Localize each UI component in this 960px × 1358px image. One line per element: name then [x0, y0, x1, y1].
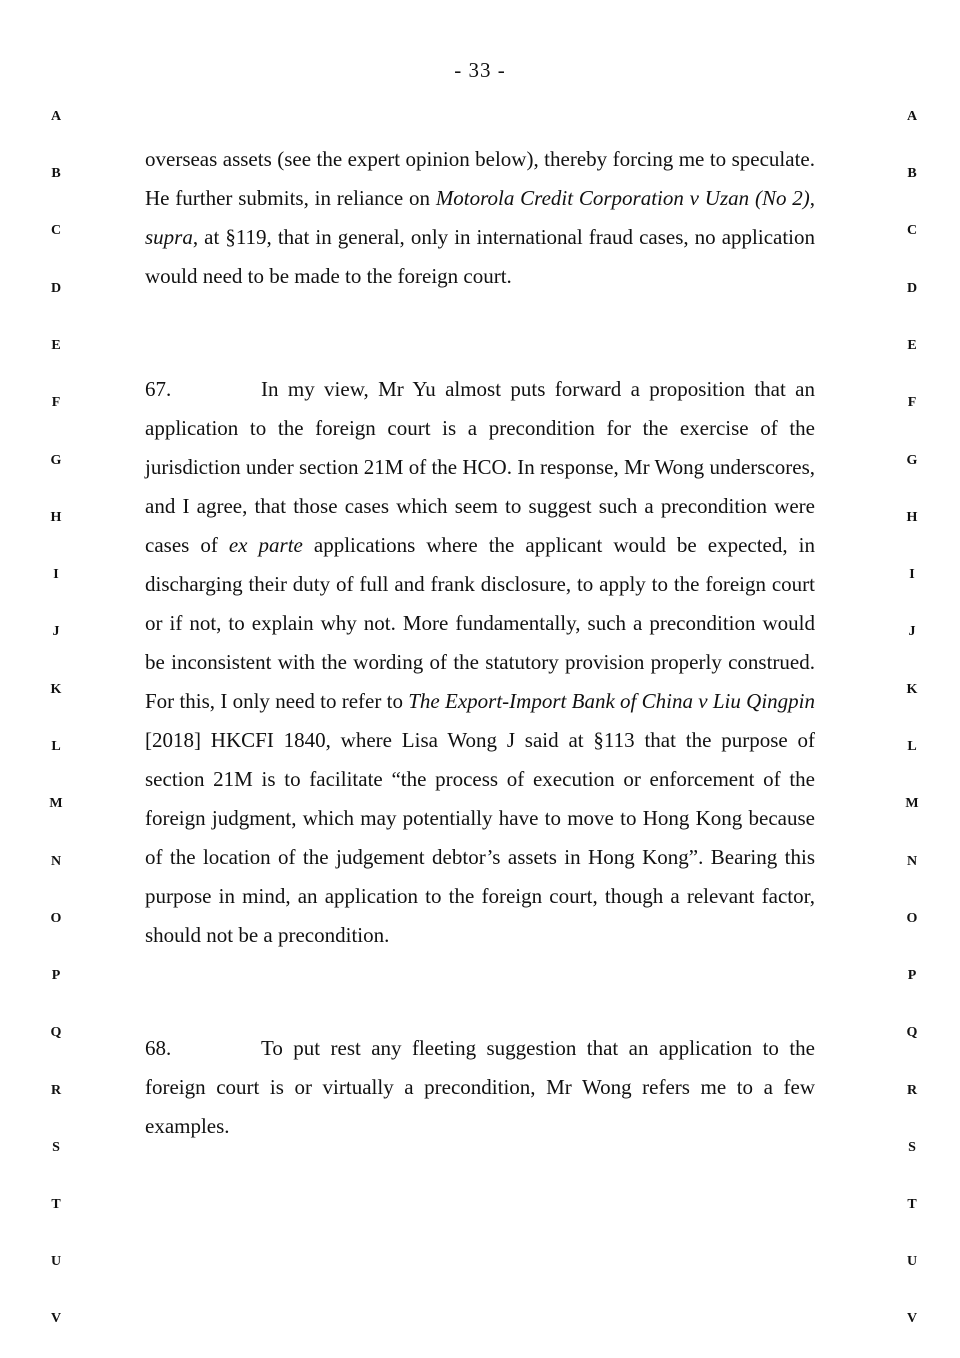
margin-letter: T [907, 1197, 917, 1212]
margin-letter: U [50, 1254, 62, 1269]
margin-letter: F [51, 395, 61, 410]
margin-letter: P [51, 968, 61, 983]
paragraph-text: In my view, Mr Yu almost puts forward a proposition that an application to the foreign court is a precondition for the exercise of the jurisdiction under section 21M of the HCO. In response, Mr Wong underscores, and I agree, that those cases which seem to suggest such a precondition were cases of [145, 377, 815, 557]
margin-letter: G [50, 453, 62, 468]
margin-letter: O [906, 911, 918, 926]
margin-letter: G [906, 453, 918, 468]
margin-letter: C [50, 223, 62, 238]
paragraph-text: overseas assets (see the expert opinion below), thereby forcing me to speculate. He further submits, in reliance on [145, 147, 815, 210]
margin-letter: M [905, 796, 919, 811]
margin-letter: S [52, 1140, 60, 1155]
case-citation: The Export-Import Bank of China v Liu Qingpin [408, 689, 815, 713]
margin-letter: O [50, 911, 62, 926]
margin-letter: H [50, 510, 62, 525]
case-citation: Motorola Credit Corporation v Uzan (No 2) [435, 186, 810, 210]
margin-letter: S [908, 1140, 916, 1155]
margin-letter: T [51, 1197, 61, 1212]
margin-letter: J [908, 624, 916, 639]
margin-letter: U [906, 1254, 918, 1269]
paragraph-text: , [809, 186, 815, 210]
page-number: - 33 - [454, 58, 506, 82]
margin-letter: M [49, 796, 63, 811]
margin-letter: D [50, 281, 62, 296]
margin-letter: J [52, 624, 60, 639]
paragraph-text: [2018] HKCFI 1840, where Lisa Wong J said at §113 that the purpose of section 21M is to facilitate “the process of execution or enforcement of the foreign judgment, which may potentially have to move to Hong Kong because of the location of the judgement debtor’s assets in Hong Kong”. Bearing this purpose in mind, an application to the foreign court, though a relevant factor, should not be a precondition. [145, 728, 815, 947]
margin-letter: P [907, 968, 917, 983]
margin-letter: K [906, 682, 918, 697]
margin-letter: N [50, 854, 62, 869]
paragraph-number: 67. [145, 377, 172, 401]
paragraph-text: applications where the applicant would be expected, in discharging their duty of full and frank disclosure, to apply to the foreign court or if not, to explain why not. More fundamentally, such a precondition would be inconsistent with the wording of the statutory provision properly construed. For this, I only need to refer to [145, 533, 815, 713]
margin-letter: K [50, 682, 62, 697]
margin-letter: Q [906, 1025, 918, 1040]
margin-letter: L [907, 739, 917, 754]
margin-letter: A [50, 109, 62, 124]
latin-term: ex parte [228, 533, 303, 557]
paragraph-68 [145, 1029, 815, 1146]
paragraph-text: , at §119, that in general, only in international fraud cases, no application would need to be made to the foreign court. [145, 225, 815, 288]
margin-letter: N [906, 854, 918, 869]
margin-letter: C [906, 223, 918, 238]
margin-letter: R [50, 1083, 62, 1098]
margin-letter: L [51, 739, 61, 754]
paragraph-continuation [145, 140, 815, 296]
paragraph-number: 68. [145, 1036, 172, 1060]
margin-letter: B [907, 166, 917, 181]
left-margin-letters [36, 0, 76, 1358]
margin-letter: F [907, 395, 917, 410]
paragraph-text: To put rest any fleeting suggestion that an application to the foreign court is or virtually a precondition, Mr Wong refers me to a few examples. [145, 1036, 815, 1138]
margin-letter: E [51, 338, 61, 353]
margin-letter: V [906, 1311, 918, 1326]
margin-letter: V [50, 1311, 62, 1326]
paragraph-67 [145, 370, 815, 955]
margin-letter: I [53, 567, 59, 582]
margin-letter: H [906, 510, 918, 525]
margin-letter: D [906, 281, 918, 296]
margin-letter: Q [50, 1025, 62, 1040]
latin-term: supra [145, 225, 193, 249]
margin-letter: A [906, 109, 918, 124]
right-margin-letters [892, 0, 932, 1358]
margin-letter: E [907, 338, 917, 353]
margin-letter: B [51, 166, 61, 181]
margin-letter: I [909, 567, 915, 582]
margin-letter: R [906, 1083, 918, 1098]
